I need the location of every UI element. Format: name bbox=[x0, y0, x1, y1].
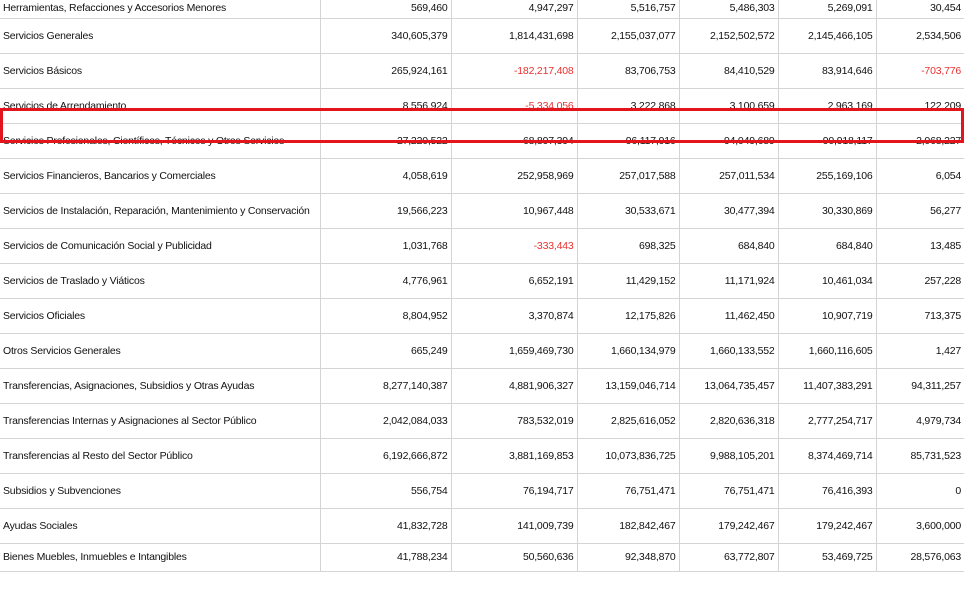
value-cell[interactable]: 1,660,116,605 bbox=[778, 333, 876, 368]
value-cell[interactable]: 6,054 bbox=[876, 158, 964, 193]
value-cell[interactable]: 5,486,303 bbox=[679, 0, 778, 18]
value-cell[interactable]: 41,788,234 bbox=[320, 543, 451, 571]
value-cell[interactable]: 13,159,046,714 bbox=[577, 368, 679, 403]
value-cell[interactable]: 179,242,467 bbox=[679, 508, 778, 543]
row-label-cell[interactable]: Bienes Muebles, Inmuebles e Intangibles bbox=[0, 543, 320, 571]
row-label-cell[interactable]: Transferencias, Asignaciones, Subsidios y Otras Ayudas bbox=[0, 368, 320, 403]
value-cell[interactable]: 56,277 bbox=[876, 193, 964, 228]
value-cell[interactable]: 96,117,916 bbox=[577, 123, 679, 158]
table-row bbox=[0, 438, 964, 473]
value-cell[interactable]: 2,042,084,033 bbox=[320, 403, 451, 438]
value-cell[interactable]: 141,009,739 bbox=[451, 508, 577, 543]
value-cell[interactable]: 713,375 bbox=[876, 298, 964, 333]
value-cell[interactable]: 12,175,826 bbox=[577, 298, 679, 333]
row-label-cell[interactable]: Servicios Básicos bbox=[0, 53, 320, 88]
value-cell[interactable]: 4,979,734 bbox=[876, 403, 964, 438]
value-cell[interactable]: 76,751,471 bbox=[679, 473, 778, 508]
value-cell[interactable]: 1,659,469,730 bbox=[451, 333, 577, 368]
table-row bbox=[0, 333, 964, 368]
value-cell[interactable]: 76,194,717 bbox=[451, 473, 577, 508]
value-cell[interactable]: 2,820,636,318 bbox=[679, 403, 778, 438]
value-cell[interactable]: 10,461,034 bbox=[778, 263, 876, 298]
value-cell[interactable]: 83,914,646 bbox=[778, 53, 876, 88]
value-cell[interactable]: 6,652,191 bbox=[451, 263, 577, 298]
value-cell[interactable]: 10,967,448 bbox=[451, 193, 577, 228]
value-cell[interactable]: 252,958,969 bbox=[451, 158, 577, 193]
table-row bbox=[0, 298, 964, 333]
row-label-cell[interactable]: Herramientas, Refacciones y Accesorios Menores bbox=[0, 0, 320, 18]
value-cell[interactable]: 83,706,753 bbox=[577, 53, 679, 88]
table-row bbox=[0, 543, 964, 571]
row-label-cell[interactable]: Transferencias Internas y Asignaciones al Sector Público bbox=[0, 403, 320, 438]
row-label-cell[interactable]: Otros Servicios Generales bbox=[0, 333, 320, 368]
value-cell[interactable]: 2,155,037,077 bbox=[577, 18, 679, 53]
value-cell[interactable]: 3,881,169,853 bbox=[451, 438, 577, 473]
value-cell[interactable]: 50,560,636 bbox=[451, 543, 577, 571]
value-cell[interactable]: 182,842,467 bbox=[577, 508, 679, 543]
value-cell[interactable]: 11,171,924 bbox=[679, 263, 778, 298]
value-cell[interactable]: 257,017,588 bbox=[577, 158, 679, 193]
value-cell[interactable]: 30,330,869 bbox=[778, 193, 876, 228]
value-cell[interactable]: 1,660,134,979 bbox=[577, 333, 679, 368]
value-cell[interactable]: 2,068,227 bbox=[876, 123, 964, 158]
value-cell[interactable]: 2,145,466,105 bbox=[778, 18, 876, 53]
table-row bbox=[0, 473, 964, 508]
table-row bbox=[0, 228, 964, 263]
value-cell[interactable]: 8,374,469,714 bbox=[778, 438, 876, 473]
row-label-cell[interactable]: Servicios Financieros, Bancarios y Comerciales bbox=[0, 158, 320, 193]
table-row bbox=[0, 403, 964, 438]
value-cell[interactable]: 8,804,952 bbox=[320, 298, 451, 333]
value-cell[interactable]: 28,576,063 bbox=[876, 543, 964, 571]
value-cell[interactable]: 2,152,502,572 bbox=[679, 18, 778, 53]
value-cell[interactable]: -5,334,056 bbox=[451, 88, 577, 123]
value-cell[interactable]: 684,840 bbox=[679, 228, 778, 263]
value-cell[interactable]: 2,777,254,717 bbox=[778, 403, 876, 438]
table-row bbox=[0, 508, 964, 543]
value-cell[interactable]: 94,311,257 bbox=[876, 368, 964, 403]
value-cell[interactable]: 2,825,616,052 bbox=[577, 403, 679, 438]
value-cell[interactable]: 698,325 bbox=[577, 228, 679, 263]
value-cell[interactable]: 3,600,000 bbox=[876, 508, 964, 543]
value-cell[interactable]: 684,840 bbox=[778, 228, 876, 263]
value-cell[interactable]: 556,754 bbox=[320, 473, 451, 508]
value-cell[interactable]: 1,660,133,552 bbox=[679, 333, 778, 368]
table-row bbox=[0, 88, 964, 123]
row-label-cell[interactable]: Ayudas Sociales bbox=[0, 508, 320, 543]
value-cell[interactable]: 569,460 bbox=[320, 0, 451, 18]
table-row bbox=[0, 263, 964, 298]
value-cell[interactable]: 27,220,522 bbox=[320, 123, 451, 158]
value-cell[interactable]: 41,832,728 bbox=[320, 508, 451, 543]
value-cell[interactable]: 10,907,719 bbox=[778, 298, 876, 333]
value-cell[interactable]: 76,751,471 bbox=[577, 473, 679, 508]
value-cell[interactable]: 92,348,870 bbox=[577, 543, 679, 571]
row-label-cell[interactable]: Servicios de Comunicación Social y Publicidad bbox=[0, 228, 320, 263]
row-label-cell[interactable]: Servicios de Traslado y Viáticos bbox=[0, 263, 320, 298]
table-row bbox=[0, 0, 964, 18]
value-cell[interactable]: 340,605,379 bbox=[320, 18, 451, 53]
value-cell[interactable]: 5,269,091 bbox=[778, 0, 876, 18]
value-cell[interactable]: 13,485 bbox=[876, 228, 964, 263]
row-label-cell[interactable]: Servicios Generales bbox=[0, 18, 320, 53]
value-cell[interactable]: 4,058,619 bbox=[320, 158, 451, 193]
value-cell[interactable]: 4,947,297 bbox=[451, 0, 577, 18]
value-cell[interactable]: 90,918,117 bbox=[778, 123, 876, 158]
value-cell[interactable]: 85,731,523 bbox=[876, 438, 964, 473]
value-cell[interactable]: 30,533,671 bbox=[577, 193, 679, 228]
value-cell[interactable]: 68,897,394 bbox=[451, 123, 577, 158]
value-cell[interactable]: 19,566,223 bbox=[320, 193, 451, 228]
row-label-cell[interactable]: Servicios Oficiales bbox=[0, 298, 320, 333]
value-cell[interactable]: 5,516,757 bbox=[577, 0, 679, 18]
value-cell[interactable]: 4,881,906,327 bbox=[451, 368, 577, 403]
value-cell[interactable]: 255,169,106 bbox=[778, 158, 876, 193]
value-cell[interactable]: 8,277,140,387 bbox=[320, 368, 451, 403]
value-cell[interactable]: 63,772,807 bbox=[679, 543, 778, 571]
value-cell[interactable]: 4,776,961 bbox=[320, 263, 451, 298]
value-cell[interactable]: 84,410,529 bbox=[679, 53, 778, 88]
row-label-cell[interactable]: Servicios Profesionales, Científicos, Técnicos y Otros Servicios bbox=[0, 123, 320, 158]
row-label-cell[interactable]: Subsidios y Subvenciones bbox=[0, 473, 320, 508]
value-cell[interactable]: 783,532,019 bbox=[451, 403, 577, 438]
table-row bbox=[0, 123, 964, 158]
row-label-cell[interactable]: Transferencias al Resto del Sector Público bbox=[0, 438, 320, 473]
row-label-cell[interactable]: Servicios de Instalación, Reparación, Mantenimiento y Conservación bbox=[0, 193, 320, 228]
value-cell[interactable]: 257,011,534 bbox=[679, 158, 778, 193]
value-cell[interactable]: 3,222,868 bbox=[577, 88, 679, 123]
value-cell[interactable]: 3,370,874 bbox=[451, 298, 577, 333]
value-cell[interactable]: 94,049,689 bbox=[679, 123, 778, 158]
value-cell[interactable]: 53,469,725 bbox=[778, 543, 876, 571]
value-cell[interactable]: 11,429,152 bbox=[577, 263, 679, 298]
table-row bbox=[0, 193, 964, 228]
value-cell[interactable]: 265,924,161 bbox=[320, 53, 451, 88]
value-cell[interactable]: -333,443 bbox=[451, 228, 577, 263]
value-cell[interactable]: 2,534,506 bbox=[876, 18, 964, 53]
value-cell[interactable]: 76,416,393 bbox=[778, 473, 876, 508]
value-cell[interactable]: 8,556,924 bbox=[320, 88, 451, 123]
value-cell[interactable]: 1,031,768 bbox=[320, 228, 451, 263]
value-cell[interactable]: 2,963,169 bbox=[778, 88, 876, 123]
value-cell[interactable]: 665,249 bbox=[320, 333, 451, 368]
value-cell[interactable]: 11,407,383,291 bbox=[778, 368, 876, 403]
value-cell[interactable]: -182,217,408 bbox=[451, 53, 577, 88]
table-row bbox=[0, 18, 964, 53]
value-cell[interactable]: 10,073,836,725 bbox=[577, 438, 679, 473]
value-cell[interactable]: 1,814,431,698 bbox=[451, 18, 577, 53]
value-cell[interactable]: 13,064,735,457 bbox=[679, 368, 778, 403]
value-cell[interactable]: 1,427 bbox=[876, 333, 964, 368]
value-cell[interactable]: 122,209 bbox=[876, 88, 964, 123]
table-row bbox=[0, 368, 964, 403]
value-cell[interactable]: 30,454 bbox=[876, 0, 964, 18]
value-cell[interactable]: 3,100,659 bbox=[679, 88, 778, 123]
value-cell[interactable]: 179,242,467 bbox=[778, 508, 876, 543]
row-label-cell[interactable]: Servicios de Arrendamiento bbox=[0, 88, 320, 123]
value-cell[interactable]: -703,776 bbox=[876, 53, 964, 88]
value-cell[interactable]: 0 bbox=[876, 473, 964, 508]
value-cell[interactable]: 9,988,105,201 bbox=[679, 438, 778, 473]
table-row bbox=[0, 53, 964, 88]
value-cell[interactable]: 11,462,450 bbox=[679, 298, 778, 333]
table-row bbox=[0, 158, 964, 193]
value-cell[interactable]: 30,477,394 bbox=[679, 193, 778, 228]
value-cell[interactable]: 6,192,666,872 bbox=[320, 438, 451, 473]
value-cell[interactable]: 257,228 bbox=[876, 263, 964, 298]
